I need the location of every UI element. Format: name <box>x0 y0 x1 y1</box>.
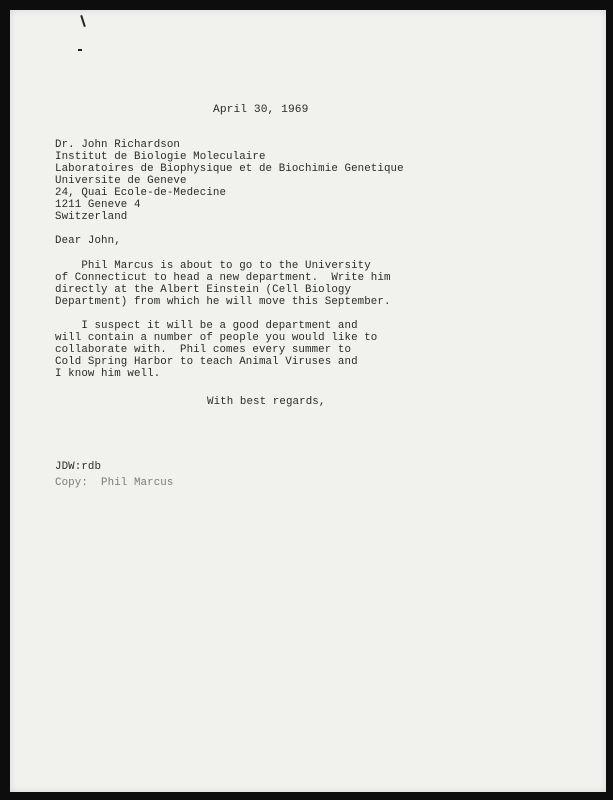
recipient-line-5: 24, Quai Ecole-de-Medecine <box>55 187 227 199</box>
recipient-line-4: Universite de Geneve <box>55 175 187 187</box>
margin-dash-mark <box>78 49 82 51</box>
paragraph-2-line-5: I know him well. <box>55 368 161 380</box>
recipient-line-6: 1211 Geneve 4 <box>55 199 141 211</box>
copy-line: Copy: Phil Marcus <box>55 477 174 489</box>
salutation: Dear John, <box>55 235 121 247</box>
closing: With best regards, <box>207 396 326 408</box>
margin-tick-mark <box>80 15 86 27</box>
typist-initials: JDW:rdb <box>55 461 102 473</box>
paragraph-2-line-4: Cold Spring Harbor to teach Animal Viruses and <box>55 356 358 368</box>
paragraph-2-line-1: I suspect it will be a good department and <box>55 320 358 332</box>
paragraph-1-line-2: of Connecticut to head a new department. Write him <box>55 272 391 284</box>
recipient-line-1: Dr. John Richardson <box>55 139 181 151</box>
recipient-line-2: Institut de Biologie Moleculaire <box>55 151 266 163</box>
paragraph-1-line-3: directly at the Albert Einstein (Cell Biology <box>55 284 352 296</box>
paragraph-2-line-3: collaborate with. Phil comes every summer to <box>55 344 352 356</box>
paragraph-1-line-4: Department) from which he will move this September. <box>55 296 391 308</box>
letter-date: April 30, 1969 <box>213 104 309 116</box>
recipient-line-3: Laboratoires de Biophysique et de Biochimie Genetique <box>55 163 404 175</box>
recipient-line-7: Switzerland <box>55 211 128 223</box>
paragraph-2-line-2: will contain a number of people you would like to <box>55 332 378 344</box>
letter-page <box>10 10 606 792</box>
paragraph-1-line-1: Phil Marcus is about to go to the University <box>55 260 371 272</box>
